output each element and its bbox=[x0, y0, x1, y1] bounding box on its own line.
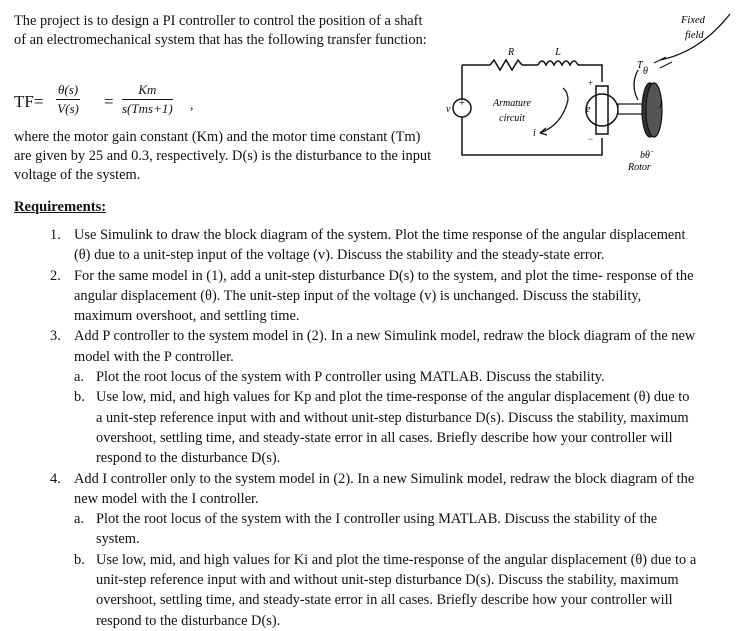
item-number: 4. bbox=[50, 470, 61, 487]
description-paragraph: where the motor gain constant (Km) and the motor time constant (Tm) are given by 25 and 0.3, respectively. D(s) is the disturbance to the input voltage of the system. bbox=[14, 129, 432, 183]
sub-item-text: Use low, mid, and high values for Ki and plot the time-response of the angular displacement (θ) due to a unit-step reference input with and without unit-step disturbance D(s). Discuss the stability, maximum overshoot, settling time, and steady-state error in all cases. Briefly describe how your controller will respond to the disturbance D(s). bbox=[96, 551, 697, 629]
sub-item bbox=[74, 509, 698, 550]
field-label: field bbox=[685, 30, 704, 41]
motor-armature-symbol bbox=[596, 86, 608, 134]
theta-label: θ bbox=[643, 66, 648, 77]
intro-paragraph: The project is to design a PI controller to control the position of a shaft of an electromechanical system that has the following transfer function: bbox=[14, 13, 427, 48]
tf-comma: , bbox=[190, 98, 194, 113]
r-label: R bbox=[507, 47, 515, 58]
circuit-label: circuit bbox=[499, 113, 525, 124]
fraction-numerator: Km bbox=[122, 82, 173, 100]
requirements-heading: Requirements: bbox=[14, 199, 107, 215]
source-plus: + bbox=[458, 97, 466, 109]
item-number: 2. bbox=[50, 267, 61, 284]
list-item bbox=[50, 469, 698, 631]
fraction-denominator: V(s) bbox=[57, 101, 79, 116]
sub-item-letter: b. bbox=[74, 389, 85, 406]
item-number: 1. bbox=[50, 227, 61, 243]
fraction-numerator: θ(s) bbox=[56, 82, 80, 100]
equals-sign: = bbox=[104, 92, 114, 111]
i-label: i bbox=[533, 128, 536, 139]
current-arrow bbox=[540, 88, 568, 133]
inductor-symbol bbox=[538, 61, 578, 65]
t-label: T bbox=[637, 60, 643, 71]
tf-label: TF= bbox=[14, 92, 44, 111]
hatching-icon bbox=[654, 57, 672, 68]
requirements-list bbox=[50, 225, 698, 631]
e-label: e bbox=[586, 104, 591, 115]
transfer-function bbox=[14, 82, 434, 126]
sub-item bbox=[74, 387, 698, 468]
fraction-denominator: s(Tms+1) bbox=[122, 101, 173, 116]
item-text: For the same model in (1), add a unit-step disturbance D(s) to the system, and plot the time- response of the angular displacement (θ). The unit-step input of the voltage (v) is unchanged. Discuss the stability, maximum overshoot, and settling time. bbox=[74, 267, 694, 325]
item-text: Use Simulink to draw the block diagram of the system. Plot the time response of the angular displacement (θ) due to a unit-step input of the voltage (v). Discuss the stability and the steady-state error. bbox=[74, 227, 686, 264]
j-label: J bbox=[658, 100, 663, 111]
motor-circuit-diagram bbox=[440, 0, 753, 185]
item-number: 3. bbox=[50, 328, 61, 345]
sub-item-letter: a. bbox=[74, 369, 84, 386]
sub-item bbox=[74, 367, 698, 387]
fraction-km-over-s bbox=[122, 82, 173, 117]
torque-arrow bbox=[634, 70, 638, 100]
sub-item-letter: a. bbox=[74, 511, 84, 528]
sub-item-text: Use low, mid, and high values for Kp and plot the time-response of the angular displacement (θ) due to a unit-step reference input with and without unit-step disturbance D(s). Discuss the stability, maximum overshoot, settling time, and steady-state error in all cases. Briefly describe how your controller will respond to the disturbance D(s). bbox=[96, 389, 690, 467]
circuit-wire bbox=[462, 65, 580, 155]
rotor-label: Rotor bbox=[628, 162, 651, 173]
list-item bbox=[50, 266, 698, 327]
v-label: v bbox=[446, 104, 451, 115]
armature-label: Armature bbox=[493, 98, 531, 109]
e-plus: + bbox=[588, 78, 594, 88]
list-item bbox=[50, 326, 698, 468]
l-label: L bbox=[555, 47, 561, 58]
item-text: Add P controller to the system model in (2). In a new Simulink model, redraw the block diagram of the new model with the P controller. bbox=[74, 328, 696, 365]
item-text: Add I controller only to the system model in (2). In a new Simulink model, redraw the block diagram of the new model with the I controller. bbox=[74, 470, 695, 507]
sub-item-letter: b. bbox=[74, 551, 85, 568]
fixed-label: Fixed bbox=[681, 15, 705, 26]
sub-item-text: Plot the root locus of the system with the I controller using MATLAB. Discuss the stability of the system. bbox=[96, 511, 658, 548]
sub-item bbox=[74, 550, 698, 631]
fraction-theta-over-v bbox=[56, 82, 80, 117]
resistor-symbol bbox=[490, 60, 522, 70]
list-item bbox=[50, 225, 698, 266]
sub-item-text: Plot the root locus of the system with P controller using MATLAB. Discuss the stability. bbox=[96, 369, 605, 386]
damping-label: bθ̇ bbox=[640, 150, 650, 161]
e-minus: − bbox=[588, 134, 594, 144]
